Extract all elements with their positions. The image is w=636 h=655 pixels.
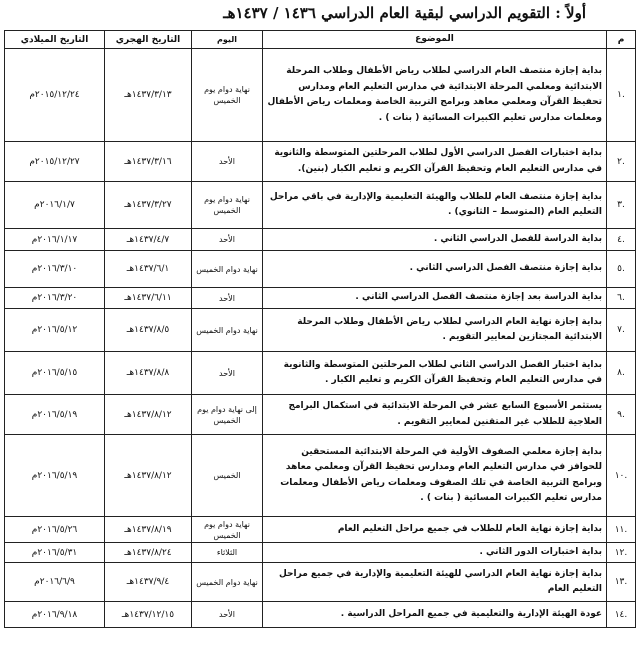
row-gregorian-date: ٢٠١٥/١٢/٢٤م [5,49,105,142]
row-day: الأحد [192,142,263,182]
row-topic: بداية إجازة نهاية العام الدراسي لطلاب رياض الأطفال وطلاب المرحلة الابتدائية المجتازين لمعايير التقويم . [263,309,607,352]
row-hijri-date: ١٤٣٧/٣/١٣هـ [105,49,192,142]
row-number: .٩ [607,395,636,435]
page-title: أولاً : التقويم الدراسي لبقية العام الدراسي ١٤٣٦ / ١٤٣٧هـ [223,4,586,22]
row-day: نهاية دوام الخميس [192,251,263,288]
row-number: .١١ [607,517,636,543]
row-gregorian-date: ٢٠١٦/٥/٣١م [5,543,105,563]
row-number: .٨ [607,352,636,395]
row-topic: بداية إجازة منتصف العام للطلاب والهيئة التعليمية والإدارية في باقي مراحل التعليم العام (المتوسط – الثانوي) . [263,182,607,229]
row-number: .١٢ [607,543,636,563]
row-hijri-date: ١٤٣٧/٦/١هـ [105,251,192,288]
table-row [5,309,636,352]
row-number: .٤ [607,229,636,251]
row-day: الأحد [192,602,263,628]
row-gregorian-date: ٢٠١٦/٥/١٩م [5,435,105,517]
row-topic: عودة الهيئة الإدارية والتعليمية في جميع المراحل الدراسية . [263,602,607,628]
row-number: .٢ [607,142,636,182]
row-gregorian-date: ٢٠١٦/٩/١٨م [5,602,105,628]
row-topic: بداية اختبارات الفصل الدراسي الأول لطلاب المرحلتين المتوسطة والثانوية في مدارس التعليم العام وتحفيظ القرآن الكريم و تعليم الكبار (بنين). [263,142,607,182]
table-row [5,602,636,628]
row-gregorian-date: ٢٠١٦/٦/٩م [5,563,105,602]
row-topic: بداية إجازة معلمي الصفوف الأولية في المرحلة الابتدائية المستحقين للحوافز في مدارس التعليم العام ومدارس تحفيظ القرآن ومعلمي معاهد وبرامج التربية الخاصة في تلك الصفوف ومعلمات رياض الأطفال ومعلمات مدارس تعليم الكبيرات المسائية ( بنات ) . [263,435,607,517]
row-number: .٣ [607,182,636,229]
row-topic: بداية الدراسة للفصل الدراسي الثاني . [263,229,607,251]
row-hijri-date: ١٤٣٧/٨/٥هـ [105,309,192,352]
table-header-row [5,31,636,49]
row-day: الأحد [192,288,263,309]
row-hijri-date: ١٤٣٧/٣/٢٧هـ [105,182,192,229]
table-row [5,517,636,543]
row-day: الأحد [192,229,263,251]
table-row [5,543,636,563]
table-row [5,435,636,517]
row-number: .١٤ [607,602,636,628]
row-topic: بداية إجازة منتصف العام الدراسي لطلاب رياض الأطفال وطلاب المرحلة الابتدائية ومعلمي المرحلة الابتدائية في مدارس التعليم العام ومدارس تحفيظ القرآن ومعلمي معاهد وبرامج التربية الخاصة ومعلمات رياض الأطفال ومعلمات مدارس تعليم الكبيرات المسائية ( بنات ) . [263,49,607,142]
row-gregorian-date: ٢٠١٦/٥/١٩م [5,395,105,435]
row-hijri-date: ١٤٣٧/٩/٤هـ [105,563,192,602]
table-row [5,352,636,395]
table-row [5,563,636,602]
row-topic: بداية إجازة نهاية العام للطلاب في جميع مراحل التعليم العام [263,517,607,543]
row-hijri-date: ١٤٣٧/٨/٢٤هـ [105,543,192,563]
row-topic: بداية اختبار الفصل الدراسي الثاني لطلاب المرحلتين المتوسطة والثانوية في مدارس التعليم العام وتحفيظ القرآن الكريم و تعليم الكبار . [263,352,607,395]
row-gregorian-date: ٢٠١٦/٥/٢٦م [5,517,105,543]
row-hijri-date: ١٤٣٧/٨/١٩هـ [105,517,192,543]
row-day: نهاية دوام يوم الخميس [192,49,263,142]
row-hijri-date: ١٤٣٧/٨/١٢هـ [105,395,192,435]
row-number: .١٣ [607,563,636,602]
row-day: الأحد [192,352,263,395]
table-row [5,288,636,309]
table-row [5,229,636,251]
row-hijri-date: ١٤٣٧/٨/١٢هـ [105,435,192,517]
row-day: الثلاثاء [192,543,263,563]
row-number: .٦ [607,288,636,309]
row-hijri-date: ١٤٣٧/٤/٧هـ [105,229,192,251]
row-number: .١٠ [607,435,636,517]
row-number: .٥ [607,251,636,288]
header-topic: الموضوع [263,31,607,49]
row-topic: بداية اختبارات الدور الثاني . [263,543,607,563]
row-gregorian-date: ٢٠١٦/١/٧م [5,182,105,229]
table-row [5,49,636,142]
row-gregorian-date: ٢٠١٦/٥/١٥م [5,352,105,395]
row-day: نهاية دوام يوم الخميس [192,182,263,229]
row-hijri-date: ١٤٣٧/١٢/١٥هـ [105,602,192,628]
row-gregorian-date: ٢٠١٦/١/١٧م [5,229,105,251]
row-topic: بداية إجازة نهاية العام الدراسي للهيئة التعليمية والإدارية في جميع مراحل التعليم العام [263,563,607,602]
academic-calendar-table [4,30,636,628]
header-hijri-date: التاريخ الهجري [105,31,192,49]
table-row [5,251,636,288]
row-gregorian-date: ٢٠١٥/١٢/٢٧م [5,142,105,182]
row-number: .٧ [607,309,636,352]
row-number: .١ [607,49,636,142]
header-day: اليوم [192,31,263,49]
table-row [5,142,636,182]
row-day: الخميس [192,435,263,517]
header-num: م [607,31,636,49]
row-hijri-date: ١٤٣٧/٦/١١هـ [105,288,192,309]
table-row [5,182,636,229]
row-gregorian-date: ٢٠١٦/٥/١٢م [5,309,105,352]
row-day: نهاية دوام يوم الخميس [192,517,263,543]
row-gregorian-date: ٢٠١٦/٣/١٠م [5,251,105,288]
row-topic: بداية الدراسة بعد إجازة منتصف الفصل الدراسي الثاني . [263,288,607,309]
row-day: نهاية دوام الخميس [192,309,263,352]
row-day: نهاية دوام الخميس [192,563,263,602]
row-gregorian-date: ٢٠١٦/٣/٢٠م [5,288,105,309]
row-topic: بداية إجازة منتصف الفصل الدراسي الثاني . [263,251,607,288]
header-gregorian-date: التاريخ الميلادي [5,31,105,49]
row-hijri-date: ١٤٣٧/٨/٨هـ [105,352,192,395]
row-day: إلى نهاية دوام يوم الخميس [192,395,263,435]
row-hijri-date: ١٤٣٧/٣/١٦هـ [105,142,192,182]
row-topic: يستثمر الأسبوع السابع عشر في المرحلة الابتدائية في استكمال البرامج العلاجية للطلاب غير المتقنين لمعايير التقويم . [263,395,607,435]
table-row [5,395,636,435]
